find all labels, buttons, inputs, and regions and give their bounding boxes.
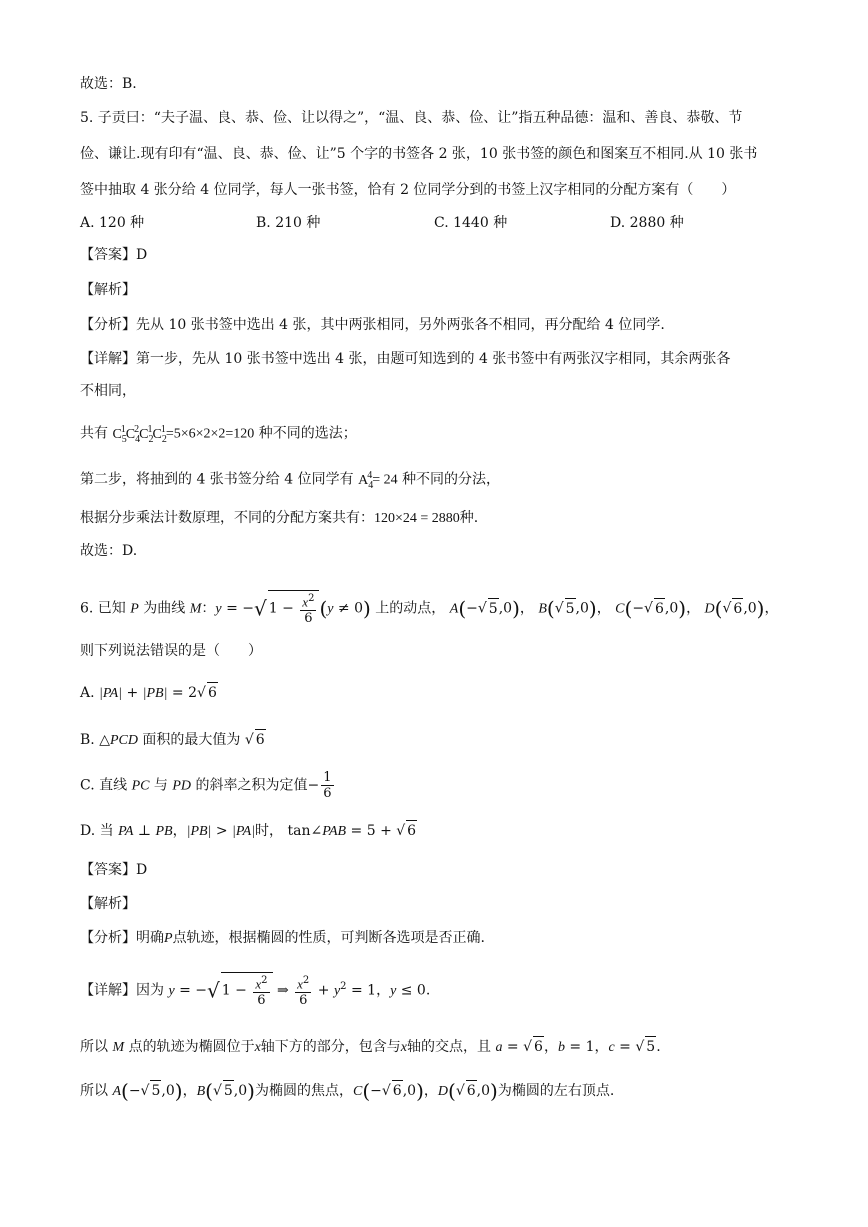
q5-fenxi: 【分析】先从 10 张书签中选出 4 张，其中两张相同，另外两张各不相同，再分配给 4 位同学. [80,317,665,333]
q5-option-a: A. 120 种 [80,215,145,231]
arrangement-expression: $A_4^4$ [358,470,374,491]
q6-option-a: A. |PA| + |PB| = 2√ 6 [80,682,218,704]
q5-option-b: B. 210 种 [256,215,321,231]
q5-stem-line2: 俭、谦让.现有印有“温、良、恭、俭、让”5 个字的书签各 2 张，10 张书签的颜色和图案互不相同.从 10 张书 [80,146,758,162]
q6-option-b: B. △PCD 面积的最大值为 √ 6 [80,729,266,751]
q4-conclusion: 故选：B. [80,76,137,92]
q5-option-d: D. 2880 种 [610,215,684,231]
q5-conclusion: 故选：D. [80,543,138,559]
q5-option-c: C. 1440 种 [434,215,508,231]
q6-option-c: C. 直线 PC 与 PD 的斜率之积为定值− $\frac{1}{6}$ [80,770,332,801]
q5-detail-line1: 【详解】第一步，先从 10 张书签中选出 4 张，由题可知选到的 4 张书签中有两张汉字相同，其余两张各 [80,351,731,367]
q5-answer: 【答案】D [80,247,148,263]
q6-detail: 【详解】因为 y = −√ 1 − $\frac{x^2}{6}$ ⇒ $\frac{x^2}{6}$ + $y^2 = 1$，y ≤ 0. [80,972,430,1008]
q5-principle-line: 根据分步乘法计数原理，不同的分配方案共有：120×24 = 2880种. [80,510,479,526]
q5-stem-line1: 5. 子贡曰：“夫子温、良、恭、俭、让以得之”，“温、良、恭、俭、让”指五种品德：温和、善良、恭敬、节 [80,110,743,126]
q5-step2-line: 第二步，将抽到的 4 张书签分给 4 位同学有 $A_4^4= 24$ 种不同的分法， [80,470,501,491]
q6-option-d: D. 当 PA ⊥ PB，|PB| > |PA|时， tan∠PAB = 5 + √ 6 [80,820,417,842]
q6-foci: 所以 A(−√ 5,0)，B(√ 5,0)为椭圆的焦点，C(−√ 6,0)，D(√ 6,0)为椭圆的左右顶点. [80,1079,615,1103]
q6-stem-line1: 6. 已知 P 为曲线 M：y = −√ 1 − $\frac{x^2}{6}$ (y ≠ 0) 上的动点， A(−√ 5,0)， B(√ 5,0)， C(−√ 6,0)， D(√ 6,0)， [80,590,778,626]
q5-stem-line3: 签中抽取 4 张分给 4 位同学，每人一张书签，恰有 2 位同学分到的书签上汉字相同的分配方案有（ ） [80,182,736,198]
q6-analysis-title: 【解析】 [80,896,136,912]
q5-count-line: 共有 $C_5^1C_4^2C_2^1C_2^1=5\times 6\times 2\times 2=120$ 种不同的选法； [80,424,357,445]
q6-trajectory: 所以 M 点的轨迹为椭圆位于x轴下方的部分，包含与x轴的交点，且 a = √ 6，b = 1，c = √ 5. [80,1036,661,1058]
q5-analysis-title: 【解析】 [80,282,136,298]
q6-fenxi: 【分析】明确P点轨迹，根据椭圆的性质，可判断各选项是否正确. [80,930,486,946]
q6-stem-line2: 则下列说法错误的是（ ） [80,643,262,659]
q6-answer: 【答案】D [80,862,148,878]
q5-detail-line2: 不相同， [80,383,136,399]
combination-expression: $C_5^1C_4^2C_2^1C_2^1$ [112,424,167,445]
